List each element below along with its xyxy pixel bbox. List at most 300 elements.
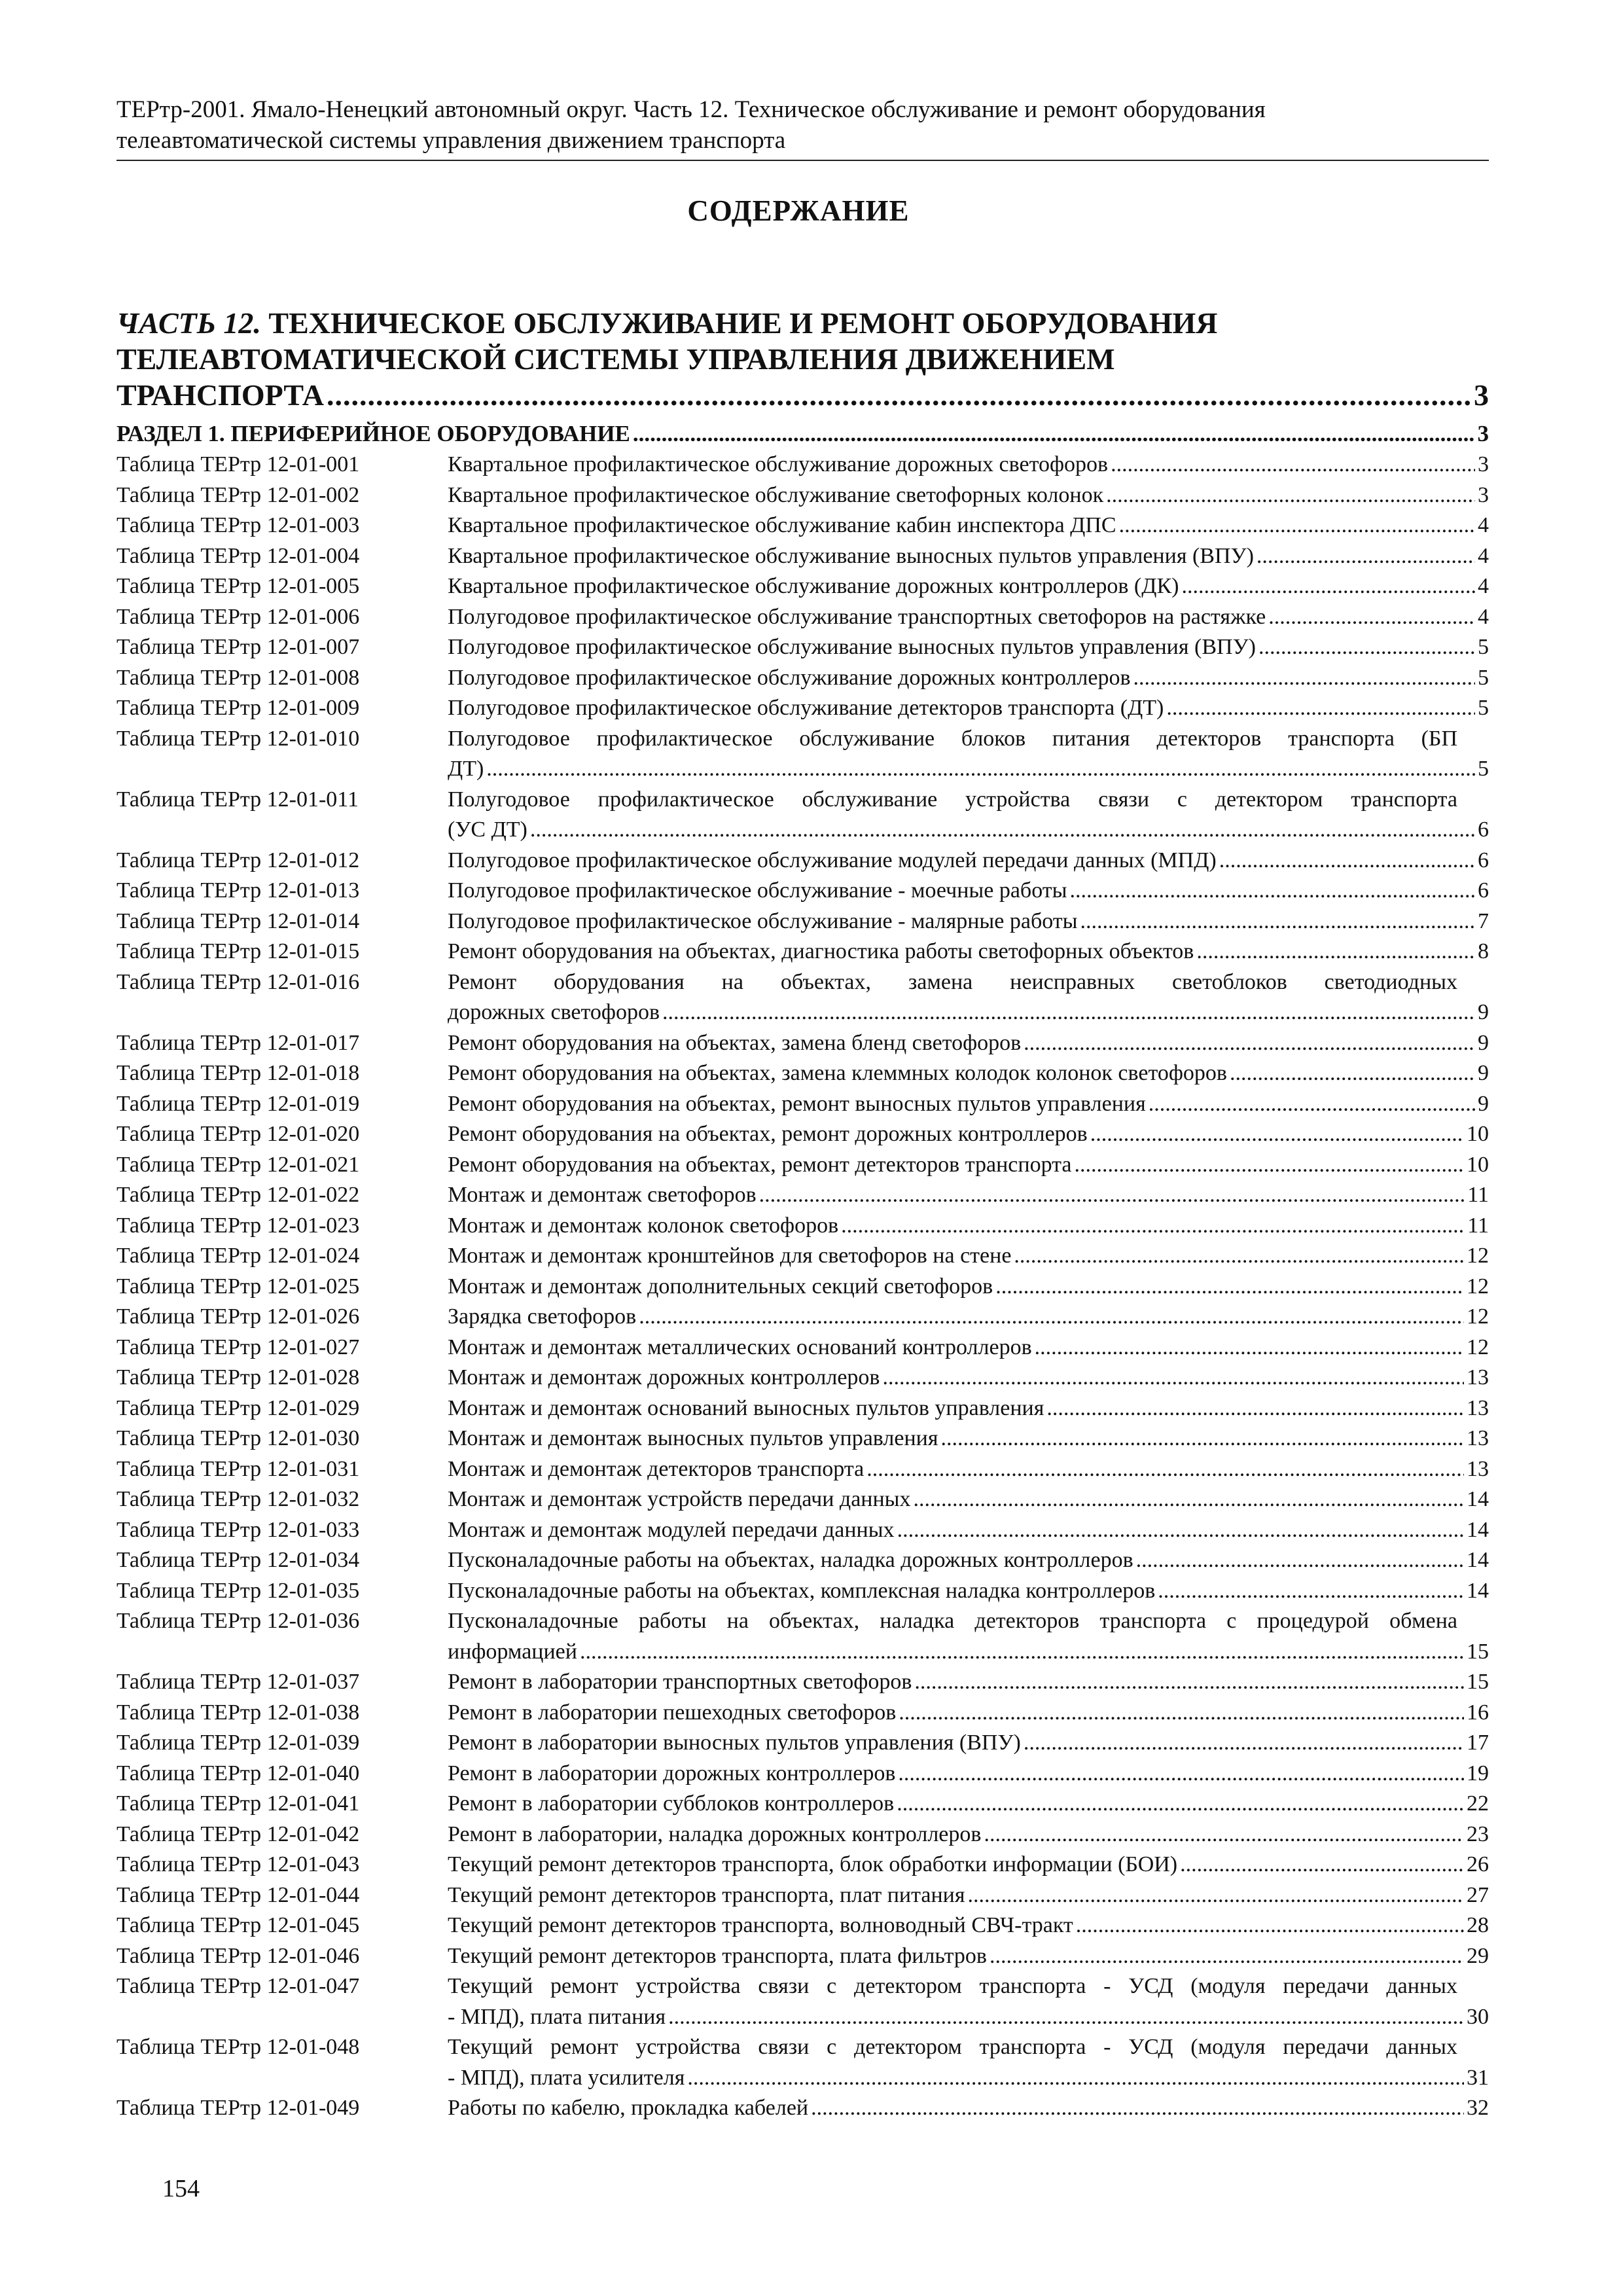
page-number: 28: [1467, 1913, 1489, 1937]
dot-leader: [1106, 480, 1475, 511]
toc-part-heading[interactable]: [116, 305, 1489, 413]
toc-entry-continuation: [448, 2002, 1489, 2033]
dot-leader: [1046, 1393, 1464, 1424]
toc-entry-description: [448, 663, 1489, 694]
toc-entry-description: [448, 1880, 1489, 1911]
toc-entry-code: Таблица ТЕРтр 12-01-002: [116, 482, 360, 507]
toc-entry[interactable]: [116, 1910, 1489, 1941]
toc-entry-line: [448, 1272, 1489, 1302]
page-number: 9: [1478, 1091, 1489, 1116]
toc-entry-code: Таблица ТЕРтр 12-01-048: [116, 2035, 360, 2059]
dot-leader: [1075, 1150, 1465, 1181]
page-number: 5: [1478, 665, 1489, 690]
toc-entry-line: [448, 1028, 1489, 1059]
toc-entry-code: Таблица ТЕРтр 12-01-030: [116, 1426, 360, 1450]
toc-entry-description: [448, 2032, 1489, 2093]
toc-entry-description: [448, 1058, 1489, 1089]
toc-entry[interactable]: [116, 1576, 1489, 1607]
toc-entry-text: Ремонт оборудования на объектах, ремонт выносных пультов управления: [448, 1091, 1146, 1116]
toc-entry-text: Ремонт оборудования на объектах, диагностика работы светофорных объектов: [448, 939, 1194, 963]
toc-entry-line: [448, 1180, 1489, 1211]
dot-leader: [633, 419, 1475, 448]
dot-leader: [1180, 1850, 1464, 1880]
toc-section-heading[interactable]: [116, 419, 1489, 448]
toc-entry-description: [448, 1272, 1489, 1302]
dot-leader: [668, 2002, 1464, 2033]
toc-entry[interactable]: [116, 1058, 1489, 1089]
toc-entry[interactable]: [116, 1333, 1489, 1363]
dot-leader: [1136, 1545, 1464, 1576]
toc-entry-description: [448, 511, 1489, 541]
dot-leader: [1076, 1910, 1464, 1941]
page-number: 32: [1467, 2096, 1489, 2120]
toc-entry-line: [448, 1241, 1489, 1272]
toc-entry-description: [448, 1333, 1489, 1363]
page-number: 17: [1467, 1731, 1489, 1755]
toc-entry-description: [448, 846, 1489, 876]
toc-entry-line: [448, 1363, 1489, 1393]
toc-entry-line: [448, 480, 1489, 511]
dot-leader: [580, 1637, 1464, 1668]
toc-entry-line: [448, 693, 1489, 724]
toc-entry-line: [448, 906, 1489, 937]
part-prefix: ЧАСТЬ 12.: [116, 306, 261, 340]
toc-entry-text: Монтаж и демонтаж колонок светофоров: [448, 1213, 839, 1238]
toc-entry[interactable]: [116, 724, 1489, 785]
toc-entry-text-continued: - МПД), плата питания: [448, 2004, 666, 2029]
toc-entry-text: Полугодовое профилактическое обслуживание дорожных контроллеров: [448, 665, 1131, 690]
toc-entry-code: Таблица ТЕРтр 12-01-043: [116, 1852, 360, 1876]
toc-entry-description: [448, 1667, 1489, 1698]
toc-entry-code: Таблица ТЕРтр 12-01-011: [116, 787, 359, 812]
toc-entry-text: Монтаж и демонтаж дорожных контроллеров: [448, 1365, 880, 1390]
toc-entry-text: Монтаж и демонтаж детекторов транспорта: [448, 1456, 865, 1481]
toc-entry-continuation: [448, 997, 1489, 1028]
toc-entry-code: Таблица ТЕРтр 12-01-014: [116, 908, 360, 933]
toc-entry[interactable]: [116, 1241, 1489, 1272]
header-rule: [116, 160, 1489, 161]
toc-entry-line: [448, 1880, 1489, 1911]
dot-leader: [1111, 450, 1475, 480]
toc-entry-description: [448, 1028, 1489, 1059]
dot-leader: [899, 1698, 1464, 1729]
toc-entry-description: [448, 602, 1489, 633]
dot-leader: [1090, 1119, 1464, 1150]
toc-entry[interactable]: [116, 1698, 1489, 1729]
toc-entry-description: [448, 937, 1489, 967]
dot-leader: [866, 1454, 1464, 1485]
toc-entry-line: [448, 1150, 1489, 1181]
page-number: 9: [1478, 1061, 1489, 1085]
toc-entry-line: [448, 1333, 1489, 1363]
toc-entry[interactable]: [116, 1393, 1489, 1424]
toc-entry-text: Полугодовое профилактическое обслуживание - малярные работы: [448, 908, 1078, 933]
toc-entry-line: [448, 1910, 1489, 1941]
toc-entry-description: [448, 1515, 1489, 1546]
toc-entry-text: Квартальное профилактическое обслуживание дорожных светофоров: [448, 452, 1109, 476]
page-number: 9: [1478, 1030, 1489, 1055]
dot-leader: [327, 377, 1471, 413]
toc-entry[interactable]: [116, 1272, 1489, 1302]
toc-entry-code: Таблица ТЕРтр 12-01-034: [116, 1548, 360, 1572]
toc-entry-text: Ремонт в лаборатории субблоков контроллеров: [448, 1791, 895, 1816]
page-title: СОДЕРЖАНИЕ: [687, 194, 910, 227]
dot-leader: [940, 1424, 1464, 1454]
toc-entry[interactable]: [116, 906, 1489, 937]
dot-leader: [1024, 1728, 1464, 1759]
toc-entry-description: [448, 1180, 1489, 1211]
toc-entry[interactable]: [116, 571, 1489, 602]
toc-entry-code: Таблица ТЕРтр 12-01-023: [116, 1213, 360, 1238]
toc-entry-text: Работы по кабелю, прокладка кабелей: [448, 2096, 809, 2120]
toc-entry[interactable]: [116, 1484, 1489, 1515]
toc-entry-line: [448, 1667, 1489, 1698]
toc-entry-description: [448, 1150, 1489, 1181]
page-number: 4: [1478, 604, 1489, 629]
toc-entry-text: Ремонт оборудования на объектах, ремонт дорожных контроллеров: [448, 1122, 1088, 1146]
toc-entry-code: Таблица ТЕРтр 12-01-016: [116, 969, 360, 994]
toc-entry-code: Таблица ТЕРтр 12-01-047: [116, 1974, 360, 1998]
toc-entry-text: Ремонт оборудования на объектах, ремонт детекторов транспорта: [448, 1152, 1072, 1177]
toc-entry-text: Квартальное профилактическое обслуживание дорожных контроллеров (ДК): [448, 574, 1179, 598]
toc-entry[interactable]: [116, 541, 1489, 572]
toc-entry-text: Текущий ремонт детекторов транспорта, волноводный СВЧ-тракт: [448, 1913, 1073, 1937]
toc-entry-description: [448, 1789, 1489, 1820]
part-title-3: ТРАНСПОРТА: [116, 378, 324, 412]
toc-entry-description: [448, 724, 1489, 785]
page-number: 30: [1467, 2004, 1489, 2029]
toc-entry-text: Монтаж и демонтаж светофоров: [448, 1183, 757, 1207]
toc-entry-text: Ремонт в лаборатории выносных пультов управления (ВПУ): [448, 1731, 1021, 1755]
dot-leader: [662, 997, 1475, 1028]
page-number: 10: [1467, 1152, 1489, 1177]
running-header-line-1: ТЕРтр-2001. Ямало-Ненецкий автономный округ. Часть 12. Техническое обслуживание и ремонт оборудования: [116, 96, 1266, 123]
toc-entry[interactable]: [116, 602, 1489, 633]
toc-entry[interactable]: [116, 511, 1489, 541]
toc-entry-code: Таблица ТЕРтр 12-01-018: [116, 1061, 360, 1085]
page-number: 5: [1478, 696, 1489, 720]
dot-leader: [1133, 663, 1476, 694]
toc-entry-line: [448, 602, 1489, 633]
toc-entry-line: [448, 1941, 1489, 1972]
toc-entry-text: Полугодовое профилактическое обслуживание - моечные работы: [448, 878, 1067, 903]
toc-entry-text: Монтаж и демонтаж металлических оснований контроллеров: [448, 1335, 1032, 1359]
dot-leader: [1119, 511, 1475, 541]
page-number: 4: [1478, 574, 1489, 598]
dot-leader: [914, 1484, 1464, 1515]
toc-entry[interactable]: [116, 967, 1489, 1028]
toc-entry-text: Текущий ремонт детекторов транспорта, блок обработки информации (БОИ): [448, 1852, 1178, 1876]
page-number: 8: [1478, 939, 1489, 963]
toc-entry-description: [448, 1941, 1489, 1972]
toc-entry[interactable]: [116, 1545, 1489, 1576]
toc-entry[interactable]: [116, 2032, 1489, 2093]
toc-entry[interactable]: [116, 1424, 1489, 1454]
toc-entry-code: Таблица ТЕРтр 12-01-021: [116, 1152, 360, 1177]
dot-leader: [897, 1789, 1464, 1820]
page-number: 14: [1467, 1548, 1489, 1572]
toc-entry-line: [448, 1789, 1489, 1820]
page-number: 23: [1467, 1821, 1489, 1846]
dot-leader: [1268, 602, 1475, 633]
toc-entry-line: [448, 1576, 1489, 1607]
toc-entry-code: Таблица ТЕРтр 12-01-005: [116, 574, 360, 598]
toc-entry-description: [448, 541, 1489, 572]
toc-entry-line: [448, 876, 1489, 906]
toc-entry[interactable]: [116, 785, 1489, 846]
toc-entry-code: Таблица ТЕРтр 12-01-012: [116, 848, 360, 872]
page-number: 12: [1467, 1335, 1489, 1359]
page-number: 13: [1467, 1395, 1489, 1420]
page-number: 27: [1467, 1882, 1489, 1907]
toc-entry-text: Ремонт оборудования на объектах, замена неисправных светоблоков светодиодных: [448, 969, 1457, 994]
toc-entry[interactable]: [116, 450, 1489, 480]
dot-leader: [639, 1302, 1464, 1333]
page-number: 12: [1467, 1274, 1489, 1299]
toc-entry[interactable]: [116, 1667, 1489, 1698]
toc-list: [116, 450, 1489, 2124]
page-number: 15: [1467, 1639, 1489, 1664]
toc-entry-description: [448, 571, 1489, 602]
toc-entry-text: Полугодовое профилактическое обслуживание детекторов транспорта (ДТ): [448, 696, 1164, 720]
toc-entry-description: [448, 967, 1489, 1028]
toc-entry-text: Монтаж и демонтаж оснований выносных пультов управления: [448, 1395, 1044, 1420]
page-folio: 154: [162, 2175, 200, 2202]
toc-entry[interactable]: [116, 1789, 1489, 1820]
toc-entry-code: Таблица ТЕРтр 12-01-027: [116, 1335, 360, 1359]
toc-entry[interactable]: [116, 1180, 1489, 1211]
page-number: 14: [1467, 1578, 1489, 1603]
toc-entry[interactable]: [116, 1150, 1489, 1181]
toc-entry-description: [448, 1454, 1489, 1485]
toc-entry-description: [448, 1545, 1489, 1576]
page-number: 12: [1467, 1304, 1489, 1329]
toc-entry-code: Таблица ТЕРтр 12-01-009: [116, 696, 360, 720]
toc-entry-text: Полугодовое профилактическое обслуживание устройства связи с детектором транспорта: [448, 787, 1457, 812]
toc-entry-text: Монтаж и демонтаж кронштейнов для светофоров на стене: [448, 1244, 1012, 1268]
toc-entry-description: [448, 1241, 1489, 1272]
dot-leader: [1158, 1576, 1464, 1607]
dot-leader: [687, 2063, 1464, 2094]
page-number: 6: [1478, 878, 1489, 903]
toc-entry-line: [448, 1698, 1489, 1729]
toc-entry-code: Таблица ТЕРтр 12-01-040: [116, 1761, 360, 1785]
toc-entry-description: [448, 1119, 1489, 1150]
toc-entry[interactable]: [116, 1454, 1489, 1485]
toc-entry[interactable]: [116, 632, 1489, 663]
toc-entry[interactable]: [116, 1728, 1489, 1759]
dot-leader: [486, 754, 1475, 785]
page-number: 10: [1467, 1122, 1489, 1146]
toc-entry-line: [448, 2093, 1489, 2124]
page-number: 19: [1467, 1761, 1489, 1785]
toc-entry[interactable]: [116, 846, 1489, 876]
toc-entry-line: [448, 511, 1489, 541]
toc-entry-text: Ремонт в лаборатории дорожных контроллеров: [448, 1761, 896, 1785]
toc-entry[interactable]: [116, 1820, 1489, 1850]
toc-entry-description: [448, 693, 1489, 724]
toc-entry[interactable]: [116, 1028, 1489, 1059]
dot-leader: [1070, 876, 1476, 906]
toc-entry-code: Таблица ТЕРтр 12-01-010: [116, 726, 360, 751]
page-number: 7: [1478, 908, 1489, 933]
toc-entry-text: Пусконаладочные работы на объектах, наладка детекторов транспорта с процедурой обмена: [448, 1609, 1457, 1633]
toc-entry-continuation: [448, 2063, 1489, 2094]
dot-leader: [1166, 693, 1475, 724]
page-number: 6: [1478, 817, 1489, 842]
toc-entry-text-continued: - МПД), плата усилителя: [448, 2065, 685, 2090]
toc-entry-description: [448, 1576, 1489, 1607]
toc-entry[interactable]: [116, 1119, 1489, 1150]
section-title: РАЗДЕЛ 1. ПЕРИФЕРИЙНОЕ ОБОРУДОВАНИЕ: [116, 421, 630, 446]
toc-entry[interactable]: [116, 1363, 1489, 1393]
page-number: 3: [1477, 421, 1489, 446]
dot-leader: [530, 815, 1475, 846]
part-heading-line-1: [116, 305, 1489, 341]
toc-entry[interactable]: [116, 1515, 1489, 1546]
toc-entry-description: [448, 1606, 1489, 1667]
running-header-line-2: телеавтоматической системы управления движением транспорта: [116, 127, 786, 154]
toc-entry-code: Таблица ТЕРтр 12-01-013: [116, 878, 360, 903]
toc-entry-code: Таблица ТЕРтр 12-01-033: [116, 1517, 360, 1542]
page-number: 26: [1467, 1852, 1489, 1876]
toc-entry-text: Монтаж и демонтаж устройств передачи данных: [448, 1487, 911, 1511]
toc-entry-description: [448, 1424, 1489, 1454]
dot-leader: [759, 1180, 1465, 1211]
toc-entry[interactable]: [116, 1606, 1489, 1667]
toc-entry-line: [448, 541, 1489, 572]
page-number: 14: [1467, 1517, 1489, 1542]
toc-entry-code: Таблица ТЕРтр 12-01-045: [116, 1913, 360, 1937]
toc-entry-code: Таблица ТЕРтр 12-01-028: [116, 1365, 360, 1390]
dot-leader: [841, 1211, 1465, 1242]
toc-entry-code: Таблица ТЕРтр 12-01-024: [116, 1244, 360, 1268]
toc-entry-text: Текущий ремонт устройства связи с детектором транспорта - УСД (модуля передачи данных: [448, 2035, 1457, 2059]
toc-entry-description: [448, 876, 1489, 906]
toc-entry-description: [448, 906, 1489, 937]
dot-leader: [990, 1941, 1464, 1972]
dot-leader: [1014, 1241, 1464, 1272]
toc-entry-description: [448, 480, 1489, 511]
toc-entry[interactable]: [116, 1850, 1489, 1880]
toc-entry-description: [448, 1728, 1489, 1759]
page-number: 9: [1478, 1000, 1489, 1024]
dot-leader: [897, 1515, 1464, 1546]
toc-entry-line: [448, 663, 1489, 694]
toc-entry-description: [448, 1302, 1489, 1333]
dot-leader: [1230, 1058, 1475, 1089]
toc-entry-text-continued: (УС ДТ): [448, 817, 527, 842]
page-number: 22: [1467, 1791, 1489, 1816]
toc-entry-code: Таблица ТЕРтр 12-01-038: [116, 1700, 360, 1725]
toc-entry-continuation: [448, 815, 1489, 846]
toc-entry[interactable]: [116, 1759, 1489, 1789]
toc-entry-line: [448, 450, 1489, 480]
page-number: 4: [1478, 513, 1489, 537]
toc-entry-continuation: [448, 754, 1489, 785]
toc-entry-line: [448, 571, 1489, 602]
toc-entry-line: [448, 1424, 1489, 1454]
toc-entry-text: Полугодовое профилактическое обслуживание транспортных светофоров на растяжке: [448, 604, 1266, 629]
toc-entry[interactable]: [116, 480, 1489, 511]
page-number: 16: [1467, 1700, 1489, 1725]
toc-entry-code: Таблица ТЕРтр 12-01-025: [116, 1274, 360, 1299]
page-number: 3: [1474, 378, 1489, 412]
toc-entry[interactable]: [116, 1941, 1489, 1972]
part-title-1: ТЕХНИЧЕСКОЕ ОБСЛУЖИВАНИЕ И РЕМОНТ ОБОРУДОВАНИЯ: [260, 306, 1218, 340]
toc-entry-code: Таблица ТЕРтр 12-01-019: [116, 1091, 360, 1116]
page-number: 5: [1478, 757, 1489, 781]
page-number: 12: [1467, 1244, 1489, 1268]
toc-entry-text: Ремонт оборудования на объектах, замена бленд светофоров: [448, 1030, 1022, 1055]
page-number: 5: [1478, 635, 1489, 659]
dot-leader: [1196, 937, 1475, 967]
toc-entry[interactable]: [116, 1971, 1489, 2032]
toc-entry[interactable]: [116, 876, 1489, 906]
toc-entry-text: Монтаж и демонтаж выносных пультов управления: [448, 1426, 938, 1450]
part-heading-line-3: [116, 377, 1489, 413]
toc-entry-text: Полугодовое профилактическое обслуживание выносных пультов управления (ВПУ): [448, 635, 1256, 659]
toc-entry[interactable]: [116, 1302, 1489, 1333]
toc-entry-code: Таблица ТЕРтр 12-01-046: [116, 1943, 360, 1968]
running-header: [116, 94, 1489, 156]
toc-entry[interactable]: [116, 663, 1489, 694]
toc-entry-line: [448, 846, 1489, 876]
toc-entry-description: [448, 1820, 1489, 1850]
toc-entry-description: [448, 1698, 1489, 1729]
toc-entry-text: Ремонт оборудования на объектах, замена клеммных колодок колонок светофоров: [448, 1061, 1227, 1085]
dot-leader: [984, 1820, 1464, 1850]
toc-entry-description: [448, 1850, 1489, 1880]
toc-entry-description: [448, 785, 1489, 846]
toc-entry-text: Квартальное профилактическое обслуживание светофорных колонок: [448, 482, 1104, 507]
toc-entry-code: Таблица ТЕРтр 12-01-022: [116, 1183, 360, 1207]
section-heading-line: [116, 419, 1489, 448]
toc-entry-line: [448, 1728, 1489, 1759]
page-number: 11: [1467, 1213, 1489, 1238]
toc-entry-line: [448, 1484, 1489, 1515]
toc-entry-code: Таблица ТЕРтр 12-01-001: [116, 452, 360, 476]
dot-leader: [1149, 1089, 1475, 1120]
toc-entry-line: [448, 1759, 1489, 1789]
toc-entry-text: Полугодовое профилактическое обслуживание модулей передачи данных (МПД): [448, 848, 1217, 872]
toc-entry-code: Таблица ТЕРтр 12-01-041: [116, 1791, 360, 1816]
toc-entry-description: [448, 450, 1489, 480]
dot-leader: [1181, 571, 1475, 602]
toc-entry-line: [448, 1058, 1489, 1089]
toc-entry[interactable]: [116, 693, 1489, 724]
toc-entry-line: [448, 632, 1489, 663]
page-number: 13: [1467, 1426, 1489, 1450]
toc-entry-code: Таблица ТЕРтр 12-01-020: [116, 1122, 360, 1146]
page-number: 29: [1467, 1943, 1489, 1968]
page-number: 15: [1467, 1670, 1489, 1694]
toc-entry-text: Зарядка светофоров: [448, 1304, 637, 1329]
toc-entry[interactable]: [116, 1089, 1489, 1120]
toc-entry-description: [448, 632, 1489, 663]
toc-entry[interactable]: [116, 1880, 1489, 1911]
toc-entry-code: Таблица ТЕРтр 12-01-035: [116, 1578, 360, 1603]
toc-entry-continuation: [448, 1637, 1489, 1668]
toc-entry-description: [448, 1089, 1489, 1120]
toc-entry[interactable]: [116, 2093, 1489, 2124]
toc-entry-code: Таблица ТЕРтр 12-01-008: [116, 665, 360, 690]
toc-entry[interactable]: [116, 1211, 1489, 1242]
toc-entry-text: Текущий ремонт детекторов транспорта, плат питания: [448, 1882, 965, 1907]
toc-entry[interactable]: [116, 937, 1489, 967]
toc-entry-text: Ремонт в лаборатории пешеходных светофоров: [448, 1700, 897, 1725]
toc-entry-text: Текущий ремонт устройства связи с детектором транспорта - УСД (модуля передачи данных: [448, 1974, 1457, 1998]
